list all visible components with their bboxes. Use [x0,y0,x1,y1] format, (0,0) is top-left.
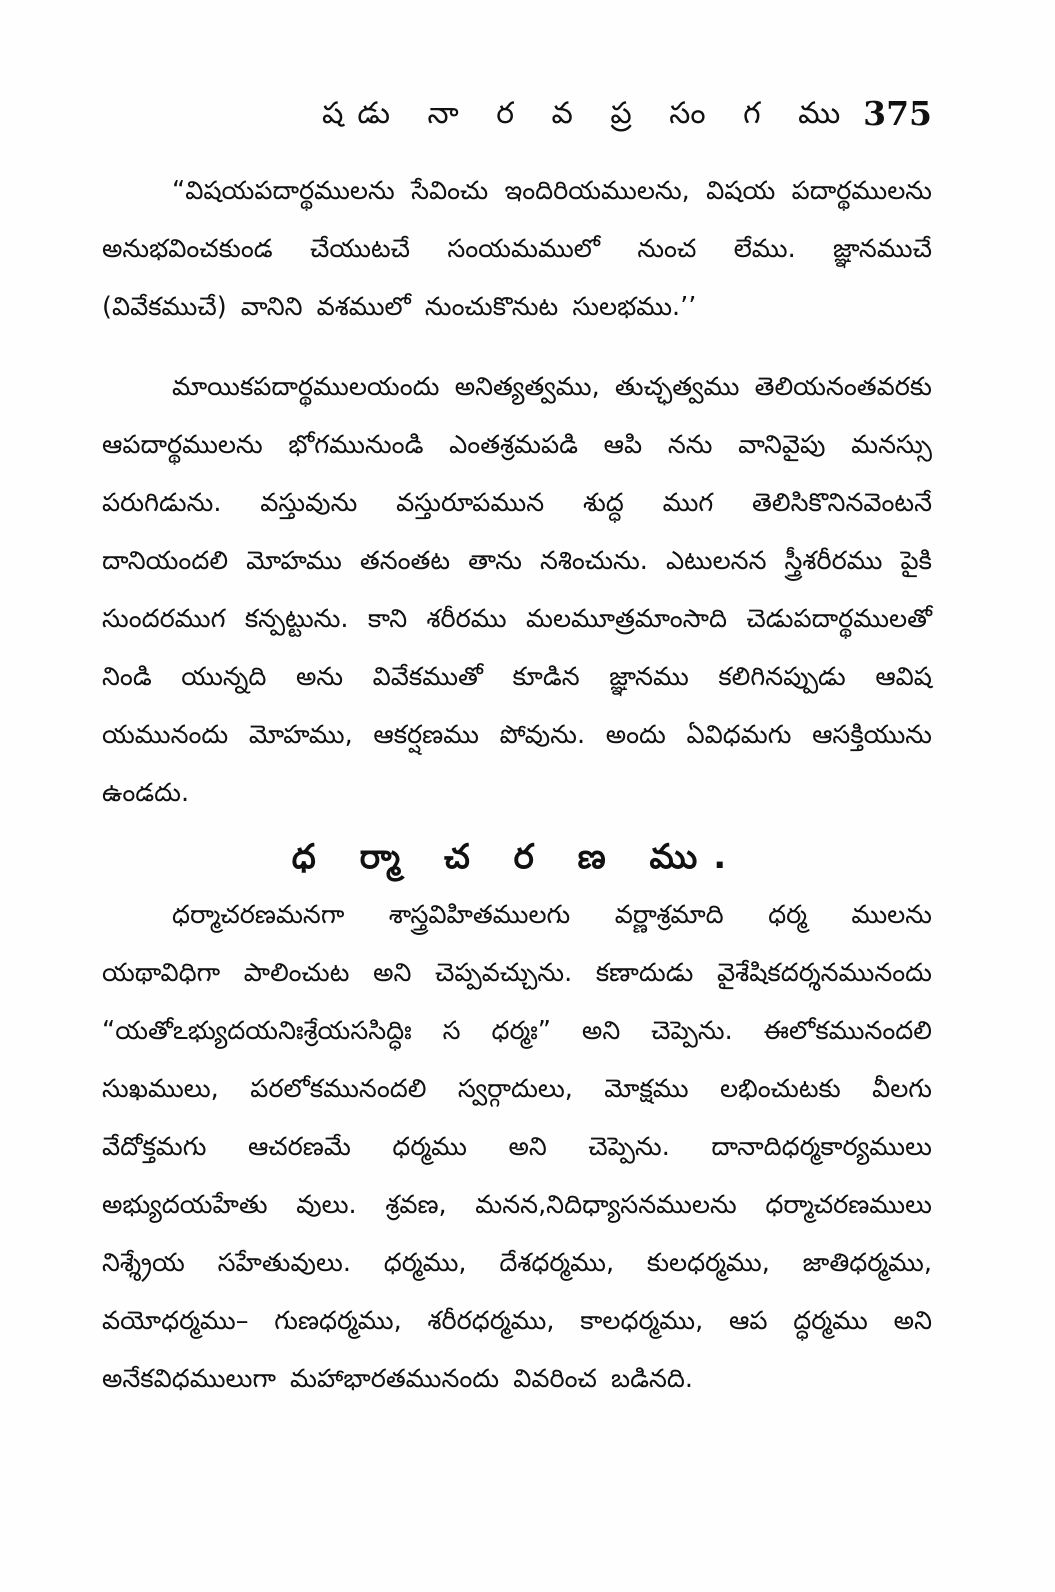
paragraph-quote: “విషయపదార్థములను సేవించు ఇందిరియములను, విషయ పదార్థములను అనుభవించకుండ చేయుటచే సంయమములో నుంచ లేము. జ్ఞానముచే (వివేకముచే) వానిని వశములో నుంచుకొనుట సులభము.’’ [102,176,932,322]
body-text [102,162,932,1408]
paragraph-maya: మాయికపదార్థములయందు అనిత్యత్వము, తుచ్ఛత్వము తెలియనంతవరకు ఆపదార్థములను భోగమునుండి ఎంతశ్రమపడి ఆపి నను వానివైపు మనస్సు పరుగిడును. వస్తువును వస్తురూపమున శుద్ధ ముగ తెలిసికొనినవెంటనే దానియందలి మోహము తనంతట తాను నశించును. ఎటులనన స్త్రీశరీరము పైకి సుందరముగ కన్పట్టును. కాని శరీరము మలమూత్రమాంసాది చెడుపదార్థములతో నిండి యున్నది అను వివేకముతో కూడిన జ్ఞానము కలిగినప్పుడు ఆవిష యమునందు మోహము, ఆకర్షణము పోవును. అందు ఏవిధమగు ఆసక్తియును ఉండదు. [102,372,932,808]
section-heading: ధ ర్మా చ ర ణ ము. [291,837,743,877]
paragraph-dharma: ధర్మాచరణమనగా శాస్త్రవిహితములగు వర్ణాశ్రమాది ధర్మ ములను యథావిధిగా పాలించుట అని చెప్పవచ్చును. కణాదుడు వైశేషికదర్శనమునందు “యతోఽభ్యుదయనిఃశ్రేయససిద్ధిః స ధర్మః” అని చెప్పెను. ఈలోకమునందలి సుఖములు, పరలోకమునందలి స్వర్గాదులు, మోక్షము లభించుటకు వీలగు వేదోక్తమగు ఆచరణమే ధర్మము అని చెప్పెను. దానాదిధర్మకార్యములు అభ్యుదయహేతు వులు. శ్రవణ, మనన,నిదిధ్యాసనములను ధర్మాచరణములు నిశ్శ్రేయ సహేతువులు. ధర్మము, దేశధర్మము, కులధర్మము, జాతిధర్మము, వయోధర్మము– గుణధర్మము, శరీరధర్మము, కాలధర్మము, ఆప ద్ధర్మము అని అనేకవిధములుగా మహాభారతమునందు వివరించ బడినది. [102,900,932,1394]
page-number: 375 [863,94,932,133]
running-title: షడు నా ర వ ప్ర సం గ ము [322,96,855,131]
page-header [102,96,932,142]
